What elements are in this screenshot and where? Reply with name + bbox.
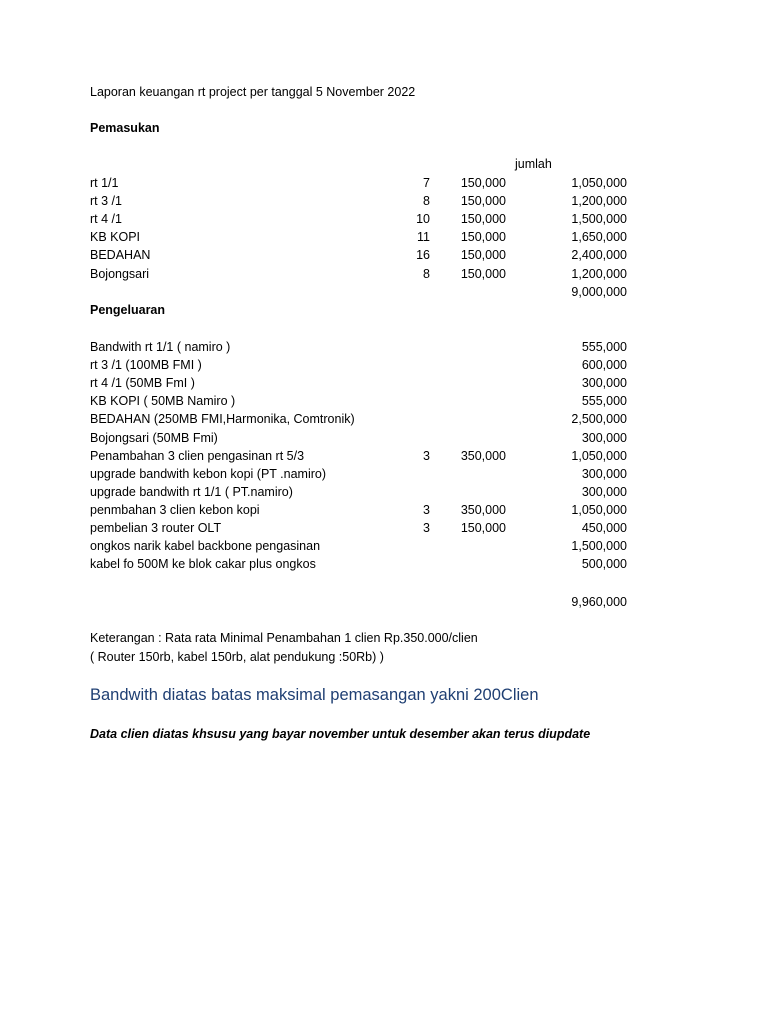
- income-price: 150,000: [460, 194, 506, 209]
- income-row: [0, 211, 768, 227]
- income-total: 1,500,000: [571, 212, 627, 227]
- income-heading: Pemasukan: [90, 121, 160, 135]
- expense-total: 300,000: [581, 484, 627, 499]
- income-row: [0, 247, 768, 263]
- expense-row: [0, 375, 768, 391]
- income-label: Bojongsari: [90, 266, 150, 281]
- expense-label: upgrade bandwith rt 1/1 ( PT.namiro): [90, 484, 293, 499]
- income-qty: 7: [423, 176, 430, 190]
- expense-label: Bandwith rt 1/1 ( namiro ): [90, 340, 231, 354]
- income-row: [0, 229, 768, 245]
- income-row: [0, 193, 768, 209]
- income-total: 1,050,000: [571, 176, 627, 190]
- expense-total: 300,000: [581, 376, 627, 391]
- income-price: 150,000: [460, 212, 506, 227]
- expense-total: 300,000: [581, 430, 627, 445]
- expense-label: penmbahan 3 clien kebon kopi: [90, 502, 260, 517]
- expense-row: [0, 339, 768, 355]
- income-qty: 8: [423, 194, 430, 209]
- expense-label: kabel fo 500M ke blok cakar plus ongkos: [90, 557, 316, 572]
- report-title: Laporan keuangan rt project per tanggal 5 November 2022: [90, 85, 416, 99]
- income-label: rt 4 /1: [90, 212, 122, 227]
- expense-total: 450,000: [581, 521, 627, 535]
- expense-row: [0, 448, 768, 464]
- expense-row: [0, 411, 768, 427]
- expense-label: rt 4 /1 (50MB FmI ): [90, 376, 195, 391]
- expense-total: 555,000: [581, 394, 627, 409]
- expense-label: pembelian 3 router OLT: [90, 521, 222, 535]
- expense-row: [0, 556, 768, 572]
- expense-row: [0, 357, 768, 373]
- expense-total: 500,000: [581, 557, 627, 572]
- expense-total: 555,000: [581, 340, 627, 354]
- expense-row: [0, 484, 768, 500]
- income-label: BEDAHAN: [90, 248, 151, 263]
- income-qty: 8: [423, 266, 430, 281]
- income-total: 1,200,000: [571, 194, 627, 209]
- expense-total: 1,050,000: [571, 502, 627, 517]
- blue-heading: Bandwith diatas batas maksimal pemasangan yakni 200Clien: [90, 686, 539, 704]
- expense-label: ongkos narik kabel backbone pengasinan: [90, 539, 321, 554]
- expense-heading: Pengeluaran: [90, 303, 166, 317]
- footnote: Data clien diatas khsusu yang bayar november untuk desember akan terus diupdate: [90, 727, 591, 741]
- expense-total: 1,500,000: [571, 539, 627, 554]
- expense-total: 2,500,000: [571, 412, 627, 427]
- note-line-2: ( Router 150rb, kabel 150rb, alat pendukung :50Rb) ): [90, 650, 384, 664]
- income-label: rt 3 /1: [90, 194, 122, 209]
- income-price: 150,000: [460, 266, 506, 281]
- income-label: KB KOPI: [90, 230, 141, 245]
- expense-row: [0, 466, 768, 482]
- expense-label: Bojongsari (50MB Fmi): [90, 430, 218, 445]
- income-total: 2,400,000: [571, 248, 627, 263]
- income-sum-row: [0, 284, 768, 300]
- income-qty: 10: [416, 212, 430, 227]
- note-line-1: Keterangan : Rata rata Minimal Penambahan 1 clien Rp.350.000/clien: [90, 631, 478, 645]
- income-sum: 9,000,000: [571, 285, 627, 299]
- expense-label: Penambahan 3 clien pengasinan rt 5/3: [90, 448, 305, 463]
- expense-row: [0, 538, 768, 554]
- expense-sum: 9,960,000: [571, 595, 627, 609]
- expense-price: 150,000: [460, 521, 506, 535]
- expense-qty: 3: [423, 521, 430, 535]
- income-total: 1,200,000: [571, 266, 627, 281]
- expense-label: KB KOPI ( 50MB Namiro ): [90, 394, 236, 409]
- expense-total: 600,000: [581, 358, 627, 373]
- expense-row: [0, 393, 768, 409]
- income-total: 1,650,000: [571, 230, 627, 245]
- expense-price: 350,000: [460, 448, 506, 463]
- income-label: rt 1/1: [90, 176, 119, 190]
- amount-column-header: jumlah: [515, 157, 552, 171]
- expense-row: [0, 430, 768, 446]
- expense-total: 300,000: [581, 466, 627, 481]
- expense-label: BEDAHAN (250MB FMI,Harmonika, Comtronik): [90, 412, 355, 427]
- income-row: [0, 266, 768, 282]
- expense-qty: 3: [423, 502, 430, 517]
- expense-price: 350,000: [460, 502, 506, 517]
- expense-label: rt 3 /1 (100MB FMI ): [90, 358, 202, 373]
- income-price: 150,000: [460, 176, 506, 190]
- expense-sum-row: [0, 594, 768, 610]
- expense-qty: 3: [423, 448, 430, 463]
- income-row: [0, 175, 768, 191]
- expense-total: 1,050,000: [571, 448, 627, 463]
- income-qty: 16: [416, 248, 430, 263]
- income-price: 150,000: [460, 230, 506, 245]
- income-qty: 11: [417, 230, 430, 245]
- expense-label: upgrade bandwith kebon kopi (PT .namiro): [90, 466, 327, 481]
- expense-row: [0, 502, 768, 518]
- expense-row: [0, 520, 768, 536]
- income-price: 150,000: [460, 248, 506, 263]
